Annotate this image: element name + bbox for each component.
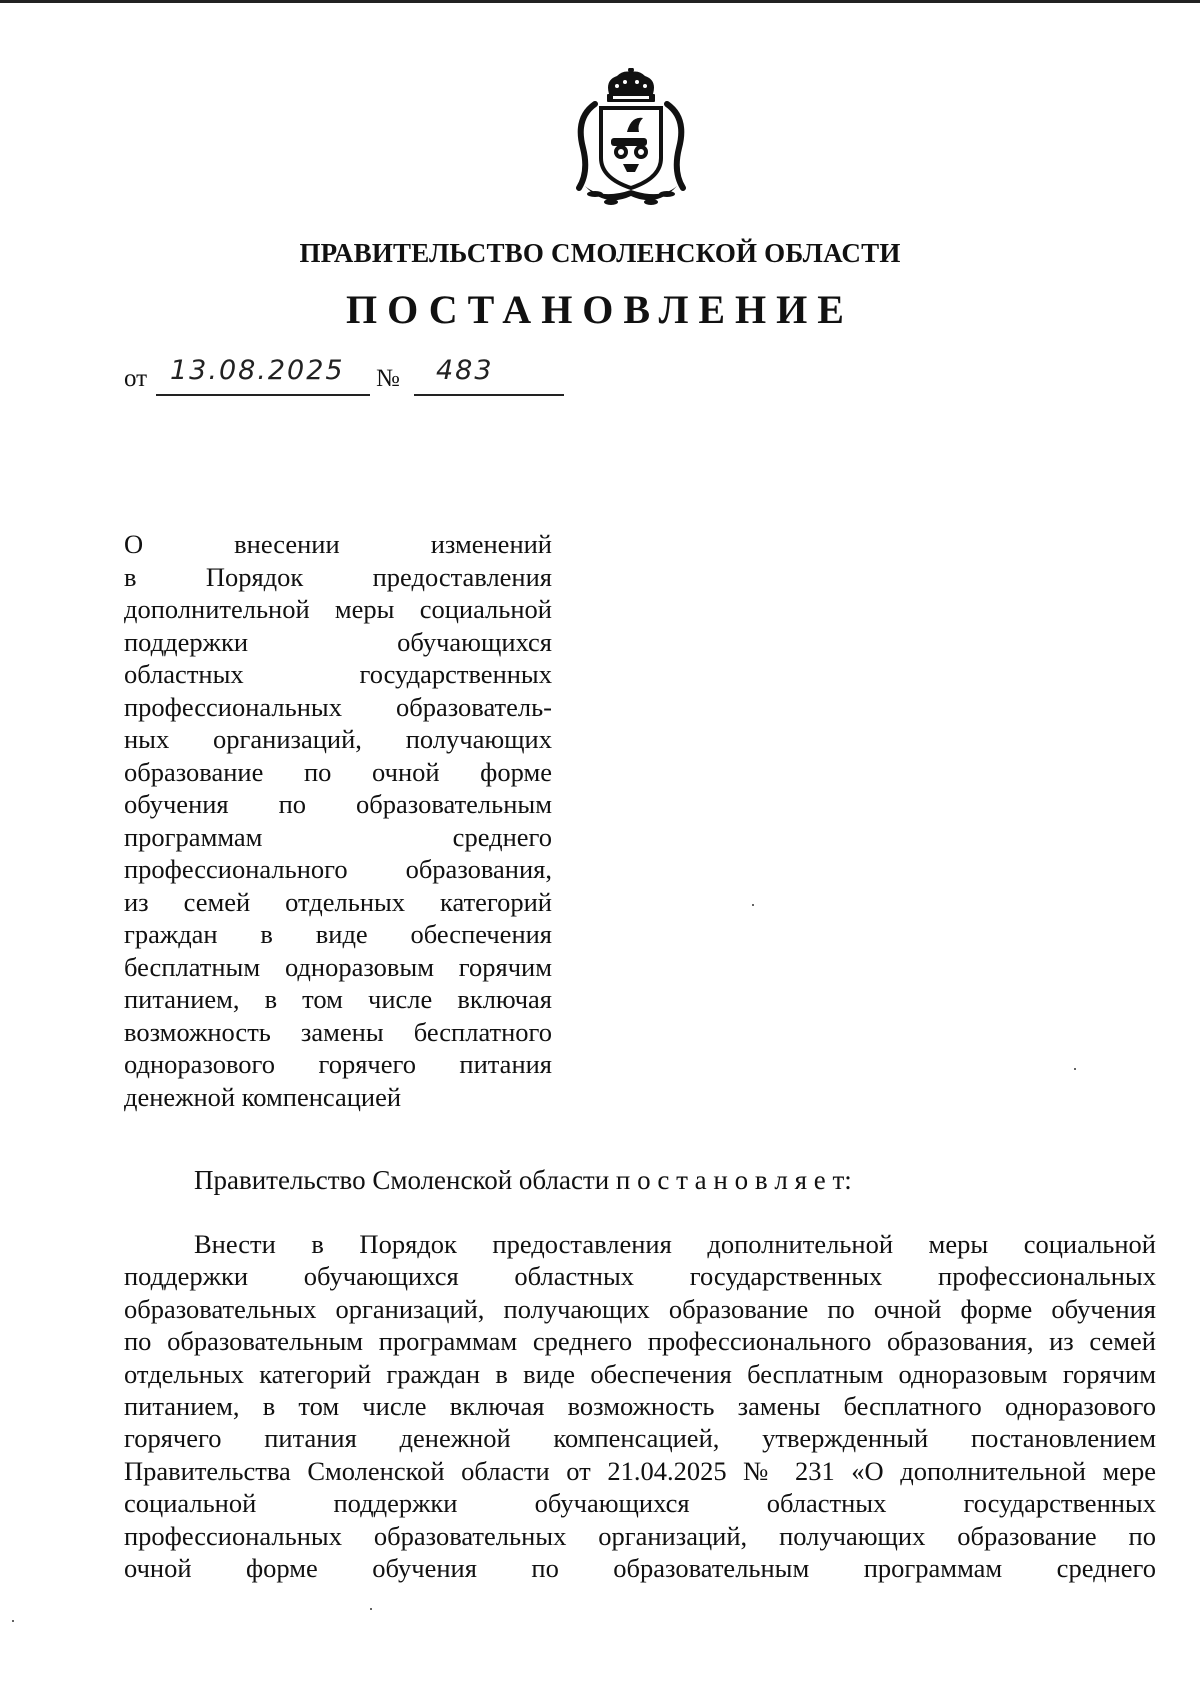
subject-line: образование по очной форме (124, 756, 552, 787)
date-number-line (124, 355, 584, 395)
subject-line: профессиональных образователь- (124, 691, 552, 722)
number-underline (414, 394, 564, 396)
subject-line: бесплатным одноразовым горячим (124, 951, 552, 982)
body-line: очной форме обучения по образовательным программам среднего (124, 1553, 1156, 1584)
subject-line: программам среднего (124, 821, 552, 852)
document-type: ПОСТАНОВЛЕНИЕ (346, 287, 854, 332)
number-label: № (376, 365, 400, 392)
document-date: 13.08.2025 (170, 355, 345, 386)
document-subject (124, 528, 552, 1113)
body-line: социальной поддержки обучающихся областных государственных (124, 1488, 1156, 1519)
subject-line: одноразового горячего питания (124, 1049, 552, 1079)
body-line: Правительства Смоленской области от 21.04.2025 № 231 «О дополнительной мере (124, 1455, 1156, 1486)
scan-top-edge (0, 0, 1200, 3)
body-line: профессиональных образовательных организаций, получающих образование по (124, 1520, 1156, 1551)
body-line: питанием, в том числе включая возможность замены бесплатного одноразового (124, 1391, 1156, 1422)
enacting-clause: Правительство Смоленской области п о с т а н о в л я е т: (194, 1165, 852, 1195)
scan-speck (752, 904, 754, 906)
body-line: отдельных категорий граждан в виде обеспечения бесплатным одноразовым горячим (124, 1358, 1156, 1389)
scan-speck (12, 1620, 14, 1622)
subject-line: О внесении изменений (124, 529, 552, 559)
subject-line: областных государственных (124, 659, 552, 689)
scan-speck (1074, 1068, 1076, 1070)
subject-line: ных организаций, получающих (124, 724, 552, 754)
subject-line: обучения по образовательным (124, 789, 552, 819)
subject-line: дополнительной меры социальной (124, 594, 552, 624)
subject-line: денежной компенсацией (124, 1081, 402, 1112)
subject-line: питанием, в том числе включая (124, 984, 552, 1014)
coat-of-arms-emblem (565, 68, 697, 210)
subject-line: из семей отдельных категорий (124, 886, 552, 917)
body-line: Внести в Порядок предоставления дополнительной меры социальной (194, 1229, 1156, 1259)
body-line: образовательных организаций, получающих образование по очной форме обучения (124, 1293, 1156, 1324)
subject-line: граждан в виде обеспечения (124, 919, 552, 949)
body-line: по образовательным программам среднего профессионального образования, из семей (124, 1326, 1156, 1357)
date-underline (156, 394, 370, 396)
document-number: 483 (436, 355, 494, 386)
body-line: горячего питания денежной компенсацией, утвержденный постановлением (124, 1423, 1156, 1454)
subject-line: возможность замены бесплатного (124, 1016, 552, 1047)
organization-name: ПРАВИТЕЛЬСТВО СМОЛЕНСКОЙ ОБЛАСТИ (299, 238, 901, 268)
date-from-label: от (124, 365, 148, 392)
body-line: поддержки обучающихся областных государственных профессиональных (124, 1261, 1156, 1292)
subject-line: в Порядок предоставления (124, 561, 552, 592)
scan-speck (370, 1608, 372, 1610)
subject-line: профессионального образования, (124, 854, 552, 884)
resolution-body (124, 1228, 1156, 1584)
subject-line: поддержки обучающихся (124, 626, 552, 657)
